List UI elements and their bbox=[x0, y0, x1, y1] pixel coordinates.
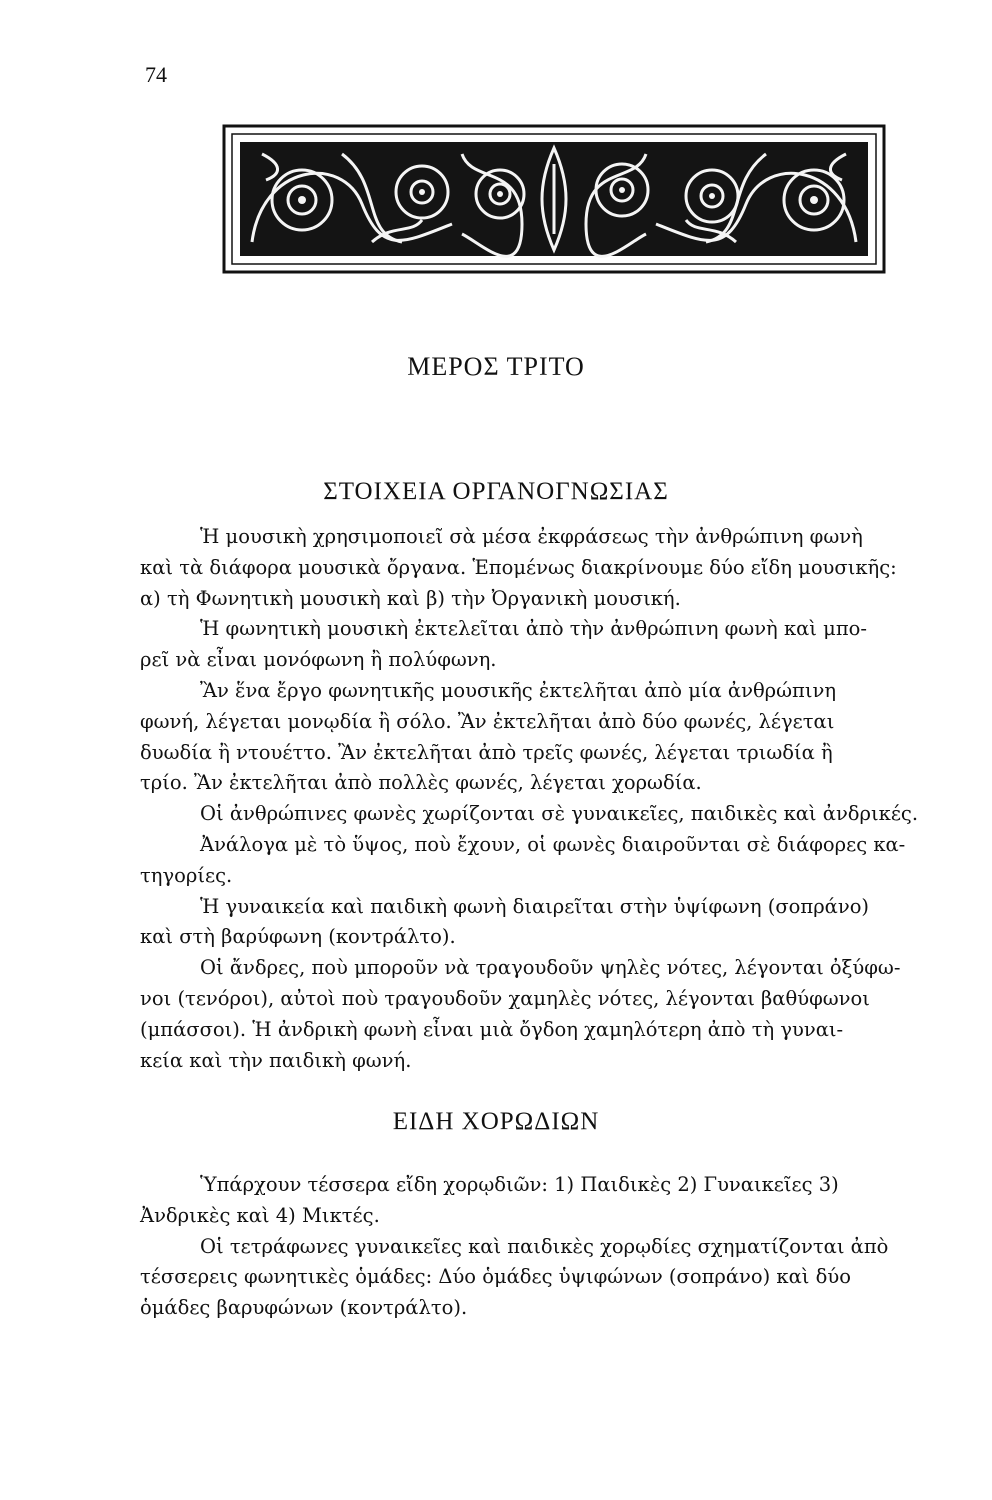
section-title-organology: ΣΤΟΙΧΕΙΑ ΟΡΓΑΝΟΓΝΩΣΙΑΣ bbox=[323, 478, 669, 505]
text-line: κεία καὶ τὴν παιδικὴ φωνή. bbox=[140, 1048, 412, 1072]
text-line: φωνή, λέγεται μονῳδία ἢ σόλο. Ἂν ἐκτελῆται ἀπὸ δύο φωνές, λέγεται bbox=[140, 709, 835, 733]
part-title: ΜΕΡΟΣ ΤΡΙΤΟ bbox=[407, 352, 585, 381]
text-line: α) τὴ Φωνητικὴ μουσικὴ καὶ β) τὴν Ὀργανικὴ μουσική. bbox=[140, 586, 681, 610]
text-line: Ἡ γυναικεία καὶ παιδικὴ φωνὴ διαιρεῖται στὴν ὑψίφωνη (σοπράνο) bbox=[200, 894, 870, 918]
text-line: καὶ στὴ βαρύφωνη (κοντράλτο). bbox=[140, 925, 456, 949]
text-line: Ἡ φωνητικὴ μουσικὴ ἐκτελεῖται ἀπὸ τὴν ἀνθρώπινη φωνὴ καὶ μπο- bbox=[200, 617, 867, 641]
text-line: τηγορίες. bbox=[140, 863, 233, 887]
text-line: Ὑπάρχουν τέσσερα εἴδη χορῳδιῶν: 1) Παιδικὲς 2) Γυναικεῖες 3) bbox=[200, 1173, 839, 1196]
text-line: Ἀνδρικὲς καὶ 4) Μικτές. bbox=[140, 1203, 380, 1227]
text-line: (μπάσσοι). Ἡ ἀνδρικὴ φωνὴ εἶναι μιὰ ὄγδοη χαμηλότερη ἀπὸ τὴ γυναι- bbox=[140, 1017, 844, 1041]
text-line: Οἱ ἀνθρώπινες φωνὲς χωρίζονται σὲ γυναικεῖες, παιδικὲς καὶ ἀνδρικές. bbox=[200, 802, 919, 826]
text-line: καὶ τὰ διάφορα μουσικὰ ὄργανα. Ἑπομένως διακρίνουμε δύο εἴδη μουσικῆς: bbox=[140, 555, 897, 579]
text-line: ρεῖ νὰ εἶναι μονόφωνη ἢ πολύφωνη. bbox=[140, 648, 497, 672]
text-line: Ἂν ἕνα ἔργο φωνητικῆς μουσικῆς ἐκτελῆται ἀπὸ μία ἀνθρώπινη bbox=[200, 678, 837, 702]
text-line: τρίο. Ἂν ἐκτελῆται ἀπὸ πολλὲς φωνές, λέγεται χορωδία. bbox=[140, 771, 702, 795]
text-line: Οἱ ἄνδρες, ποὺ μποροῦν νὰ τραγουδοῦν ψηλὲς νότες, λέγονται ὀξύφω- bbox=[200, 956, 901, 980]
page-number: 74 bbox=[145, 62, 167, 87]
section-title-choir-types: ΕΙΔΗ ΧΟΡΩΔΙΩΝ bbox=[392, 1108, 600, 1135]
text-line: Οἱ τετράφωνες γυναικεῖες καὶ παιδικὲς χορῳδίες σχηματίζονται ἀπὸ bbox=[200, 1234, 889, 1258]
text-line: τέσσερεις φωνητικὲς ὁμάδες: Δύο ὁμάδες ὑψιφώνων (σοπράνο) καὶ δύο bbox=[140, 1265, 851, 1289]
text-line: Ἡ μουσικὴ χρησιμοποιεῖ σὰ μέσα ἐκφράσεως τὴν ἀνθρώπινη φωνὴ bbox=[200, 525, 863, 548]
choir-types-text bbox=[140, 1170, 962, 1324]
floral-scroll-ornament-icon bbox=[222, 124, 886, 274]
text-line: Ἀνάλογα μὲ τὸ ὕψος, ποὺ ἔχουν, οἱ φωνὲς διαιροῦνται σὲ διάφορες κα- bbox=[200, 832, 906, 856]
text-line: ὁμάδες βαρυφώνων (κοντράλτο). bbox=[140, 1296, 468, 1320]
text-line: νοι (τενόροι), αὐτοὶ ποὺ τραγουδοῦν χαμηλὲς νότες, λέγονται βαθύφωνοι bbox=[140, 986, 870, 1010]
text-line: δυωδία ἢ ντουέττο. Ἂν ἐκτελῆται ἀπὸ τρεῖς φωνές, λέγεται τριωδία ἢ bbox=[140, 740, 833, 764]
organology-text bbox=[140, 522, 962, 1076]
